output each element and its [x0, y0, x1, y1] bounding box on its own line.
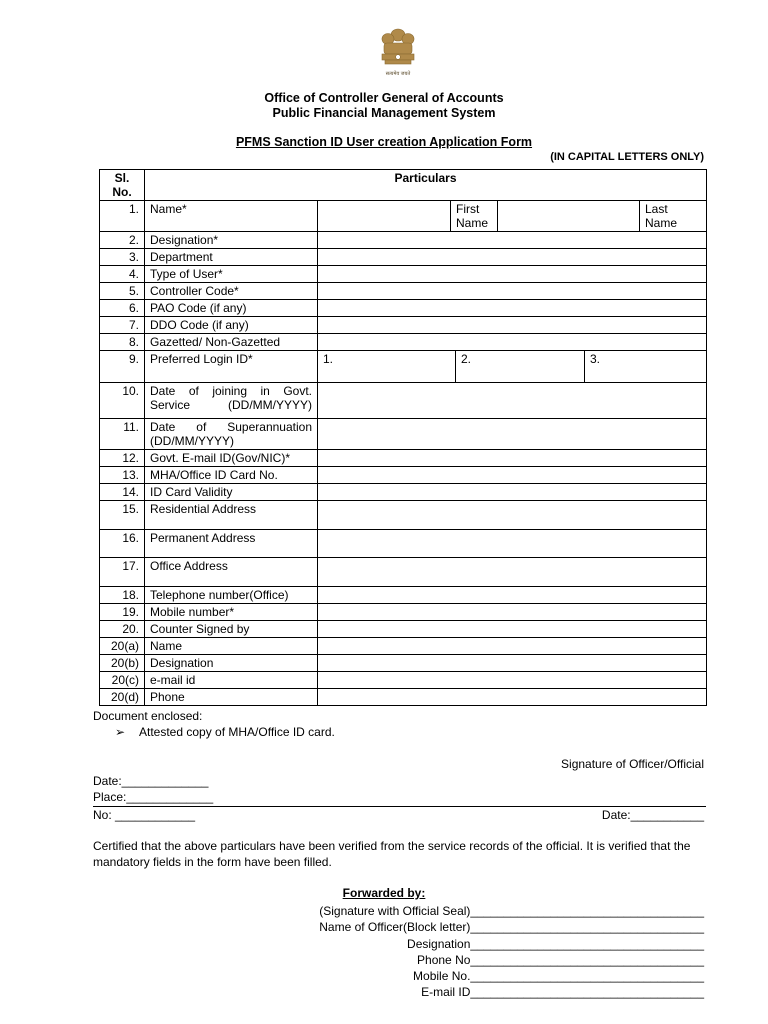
field-label: e-mail id: [145, 671, 318, 688]
field-label: Counter Signed by: [145, 620, 318, 637]
capital-letters-note: (IN CAPITAL LETTERS ONLY): [550, 151, 704, 163]
field-value-cell[interactable]: [318, 671, 707, 688]
field-value-cell[interactable]: [318, 317, 707, 334]
field-label: Govt. E-mail ID(Gov/NIC)*: [145, 450, 318, 467]
field-value-cell[interactable]: [318, 586, 707, 603]
field-label: Office Address: [145, 558, 318, 587]
table-row: [100, 558, 707, 587]
place-field[interactable]: Place:_____________: [93, 790, 214, 804]
last-name-input-cell[interactable]: [498, 201, 640, 232]
field-label: PAO Code (if any): [145, 300, 318, 317]
first-name-label: First Name: [451, 201, 498, 232]
login-id-options-cell: [318, 351, 707, 383]
table-row: [100, 317, 707, 334]
table-row: [100, 232, 707, 249]
forwarded-field[interactable]: Name of Officer(Block letter)___________________________________: [319, 920, 704, 935]
table-row: [100, 351, 707, 383]
field-value-cell[interactable]: [318, 637, 707, 654]
table-row: [100, 419, 707, 450]
sl-number: 20(c): [100, 671, 145, 688]
sl-number: 5.: [100, 283, 145, 300]
field-label: ID Card Validity: [145, 484, 318, 501]
sl-number: 10.: [100, 383, 145, 419]
forwarded-by-fields: [319, 903, 704, 1001]
table-header-row: [100, 170, 707, 201]
table-row: [100, 671, 707, 688]
documents-list-item: [115, 724, 335, 740]
field-label: Name*: [145, 201, 318, 232]
sl-number: 14.: [100, 484, 145, 501]
signature-label: Signature of Officer/Official: [561, 757, 704, 771]
field-value-cell[interactable]: [318, 383, 707, 419]
field-label: Type of User*: [145, 266, 318, 283]
documents-heading: Document enclosed:: [93, 709, 203, 723]
login-id-option-2[interactable]: 2.: [456, 351, 585, 382]
sl-number: 4.: [100, 266, 145, 283]
certification-text: Certified that the above particulars have been verified from the service records of the official. It is verified that the mandatory fields in the form have been filled.: [93, 839, 691, 869]
field-label: Gazetted/ Non-Gazetted: [145, 334, 318, 351]
table-row: [100, 334, 707, 351]
field-label: MHA/Office ID Card No.: [145, 467, 318, 484]
sl-number: 20.: [100, 620, 145, 637]
forwarded-field[interactable]: (Signature with Official Seal)___________________________________: [319, 904, 704, 918]
field-value-cell[interactable]: [318, 249, 707, 266]
last-name-label: Last Name: [640, 201, 707, 232]
field-label: Mobile number*: [145, 603, 318, 620]
table-row: [100, 201, 707, 232]
table-row: [100, 467, 707, 484]
field-value-cell[interactable]: [318, 620, 707, 637]
field-value-cell[interactable]: [318, 529, 707, 558]
table-row: [100, 529, 707, 558]
field-label: Phone: [145, 688, 318, 705]
table-row: [100, 501, 707, 530]
field-value-cell[interactable]: [318, 654, 707, 671]
number-field[interactable]: No: ____________: [93, 808, 196, 822]
field-label: Permanent Address: [145, 529, 318, 558]
form-title: PFMS Sanction ID User creation Application Form: [235, 135, 533, 149]
table-row: [100, 283, 707, 300]
field-label: Telephone number(Office): [145, 586, 318, 603]
field-label: Preferred Login ID*: [145, 351, 318, 383]
login-id-option-1[interactable]: 1.: [318, 351, 456, 382]
sl-number: 1.: [100, 201, 145, 232]
sl-number: 12.: [100, 450, 145, 467]
table-row: [100, 654, 707, 671]
forwarded-by-heading: Forwarded by:: [342, 886, 426, 900]
field-value-cell[interactable]: [318, 419, 707, 450]
field-label: Controller Code*: [145, 283, 318, 300]
sl-number: 7.: [100, 317, 145, 334]
sl-number: 17.: [100, 558, 145, 587]
sl-number: 6.: [100, 300, 145, 317]
sl-number: 16.: [100, 529, 145, 558]
field-value-cell[interactable]: [318, 688, 707, 705]
arrow-bullet-icon: ➢: [115, 725, 126, 739]
field-value-cell[interactable]: [318, 558, 707, 587]
sl-number: 20(d): [100, 688, 145, 705]
login-id-option-3[interactable]: 3.: [590, 352, 601, 366]
field-label: Name: [145, 637, 318, 654]
field-value-cell[interactable]: [318, 501, 707, 530]
field-label: Date of joining in Govt. Service (DD/MM/YYYY): [145, 383, 318, 419]
particulars-header: Particulars: [145, 170, 707, 201]
forwarded-field[interactable]: Phone No___________________________________: [417, 952, 704, 967]
field-value-cell[interactable]: [318, 283, 707, 300]
table-row: [100, 637, 707, 654]
sl-number: 11.: [100, 419, 145, 450]
field-value-cell[interactable]: [318, 266, 707, 283]
field-label: Designation*: [145, 232, 318, 249]
forwarded-field[interactable]: Designation___________________________________: [407, 936, 704, 951]
field-value-cell[interactable]: [318, 334, 707, 351]
table-row: [100, 383, 707, 419]
table-row: [100, 266, 707, 283]
sl-no-header: Sl. No.: [100, 170, 145, 201]
table-row: [100, 603, 707, 620]
field-label: Designation: [145, 654, 318, 671]
sl-number: 20(b): [100, 654, 145, 671]
date-right-field[interactable]: Date:___________: [601, 808, 704, 822]
table-row: [100, 249, 707, 266]
sl-number: 20(a): [100, 637, 145, 654]
table-row: [100, 484, 707, 501]
system-title: Public Financial Management System: [272, 106, 496, 120]
forwarded-field[interactable]: Mobile No.___________________________________: [413, 969, 704, 984]
table-row: [100, 688, 707, 705]
forwarded-field[interactable]: E-mail ID___________________________________: [421, 985, 704, 1000]
field-value-cell[interactable]: [318, 300, 707, 317]
sl-number: 2.: [100, 232, 145, 249]
field-label: Residential Address: [145, 501, 318, 530]
field-label: Department: [145, 249, 318, 266]
sl-number: 3.: [100, 249, 145, 266]
field-label: Date of Superannuation (DD/MM/YYYY): [145, 419, 318, 450]
field-value-cell[interactable]: [318, 603, 707, 620]
application-form-table: [99, 169, 707, 706]
sl-number: 9.: [100, 351, 145, 383]
office-title: Office of Controller General of Accounts: [264, 91, 504, 105]
table-row: [100, 586, 707, 603]
document-item-text: Attested copy of MHA/Office ID card.: [139, 725, 335, 739]
national-emblem-icon: [372, 26, 424, 80]
sl-number: 13.: [100, 467, 145, 484]
sl-number: 19.: [100, 603, 145, 620]
field-value-cell[interactable]: [318, 467, 707, 484]
emblem-motto: सत्यमेव जयते: [385, 71, 411, 77]
date-field[interactable]: Date:_____________: [93, 774, 209, 788]
sl-number: 15.: [100, 501, 145, 530]
first-name-input-cell[interactable]: [318, 201, 451, 232]
sl-number: 8.: [100, 334, 145, 351]
field-value-cell[interactable]: [318, 450, 707, 467]
table-row: [100, 620, 707, 637]
table-row: [100, 300, 707, 317]
field-value-cell[interactable]: [318, 232, 707, 249]
table-row: [100, 450, 707, 467]
field-value-cell[interactable]: [318, 484, 707, 501]
field-label: DDO Code (if any): [145, 317, 318, 334]
sl-number: 18.: [100, 586, 145, 603]
